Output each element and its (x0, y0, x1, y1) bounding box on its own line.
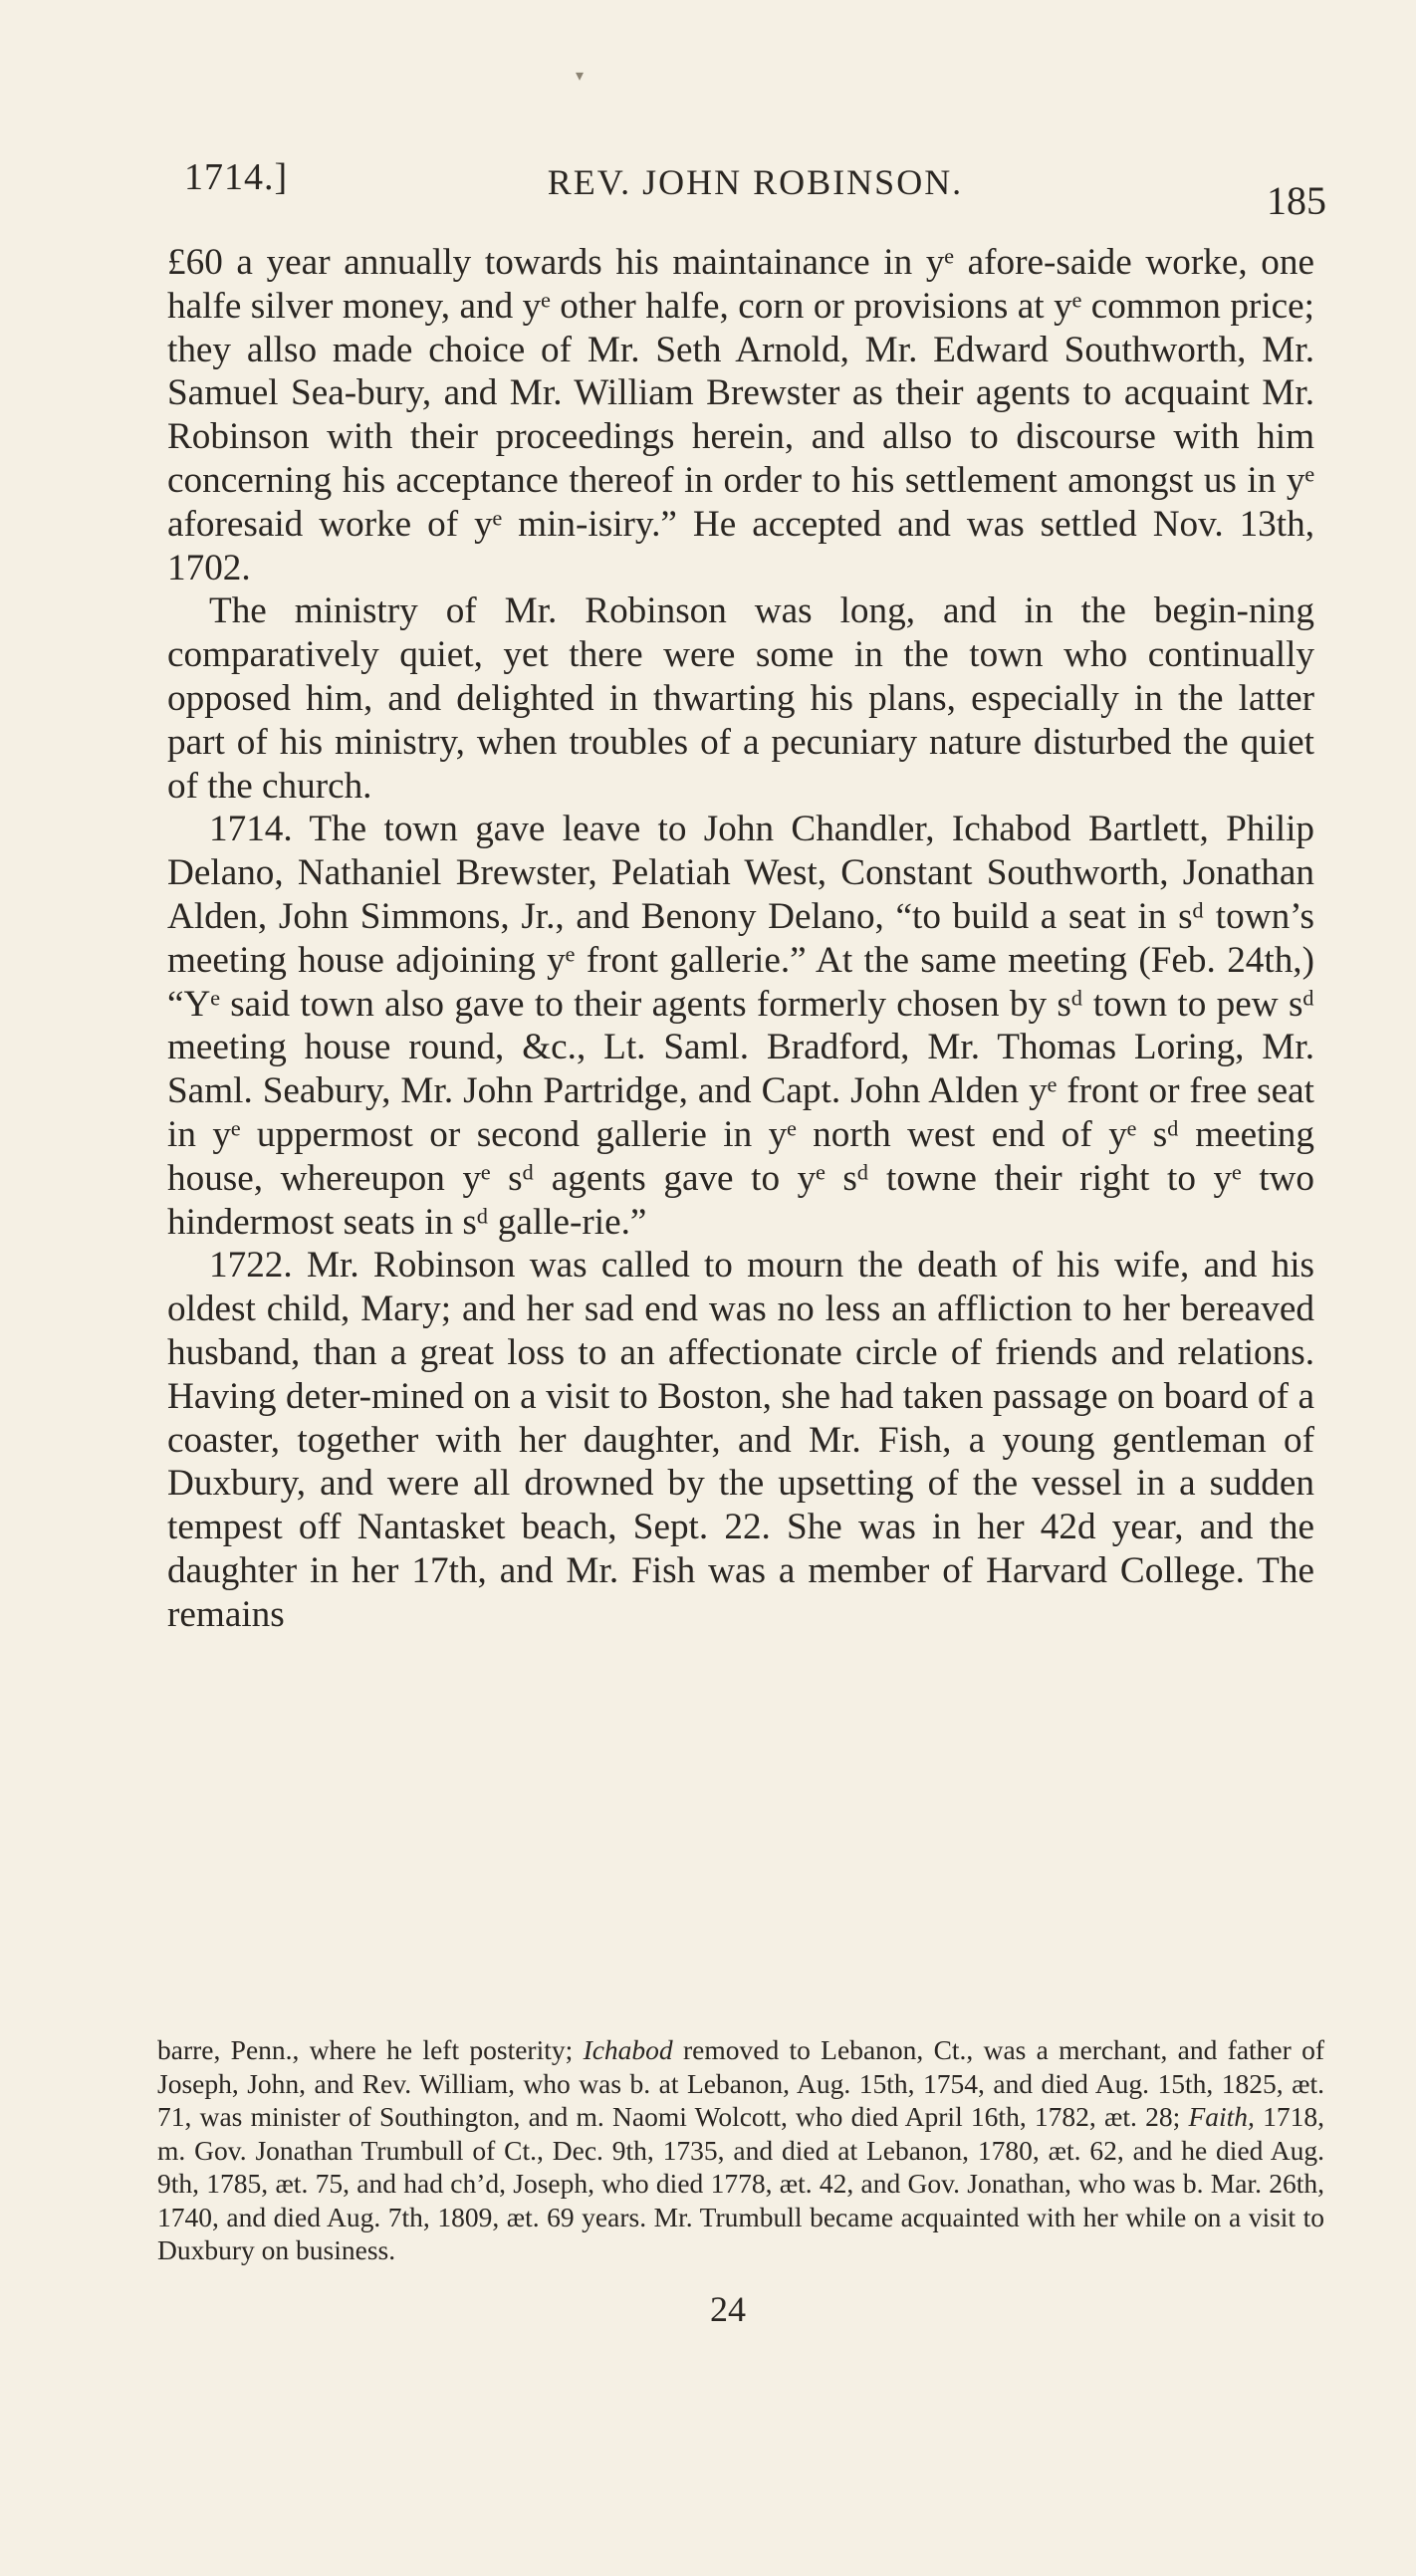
footnote-name-faith: Faith, (1188, 2101, 1255, 2132)
paragraph-2: The ministry of Mr. Robinson was long, and in the begin-ning comparatively quiet, yet there were some in the town who continually opposed him, and delighted in thwarting his plans, especially in the latter part of his ministry, when troubles of a pecuniary nature disturbed the quiet of the church. (167, 590, 1314, 807)
header-title: REV. JOHN ROBINSON. (547, 162, 964, 202)
footnote-part-1: barre, Penn., where he left posterity; (157, 2034, 584, 2065)
paragraph-3: 1714. The town gave leave to John Chandler, Ichabod Bartlett, Philip Delano, Nathaniel Brewster, Pelatiah West, Constant Southworth, Jonathan Alden, John Simmons, Jr., and Benony Delano, “to build a seat in sᵈ town’s meeting house adjoining yᵉ front gallerie.” At the same meeting (Feb. 24th,) “Yᵉ said town also gave to their agents formerly chosen by sᵈ town to pew sᵈ meeting house round, &c., Lt. Saml. Bradford, Mr. Thomas Loring, Mr. Saml. Seabury, Mr. John Partridge, and Capt. John Alden yᵉ front or free seat in yᵉ uppermost or second gallerie in yᵉ north west end of yᵉ sᵈ meeting house, whereupon yᵉ sᵈ agents gave to yᵉ sᵈ towne their right to yᵉ two hindermost seats in sᵈ galle-rie.” (167, 809, 1314, 1243)
signature-mark: 24 (710, 2289, 746, 2329)
paragraph-1: £60 a year annually towards his maintainance in yᵉ afore-saide worke, one halfe silver money, and yᵉ other halfe, corn or provisions at yᵉ common price; they allso made choice of Mr. Seth Arnold, Mr. Edward Southworth, Mr. Samuel Sea-bury, and Mr. William Brewster as their agents to acquaint Mr. Robinson with their proceedings herein, and allso to discourse with him concerning his acceptance thereof in order to his settlement amongst us in yᵉ aforesaid worke of yᵉ min-isiry.” He accepted and was settled Nov. 13th, 1702. (167, 242, 1314, 588)
footnote-text (157, 2033, 1324, 2267)
paragraph-4: 1722. Mr. Robinson was called to mourn the death of his wife, and his oldest child, Mary; and her sad end was no less an affliction to her bereaved husband, than a great loss to an affectionate circle of friends and relations. Having deter-mined on a visit to Boston, she had taken passage on board of a coaster, together with her daughter, and Mr. Fish, a young gentleman of Duxbury, and were all drowned by the upsetting of the vessel in a sudden tempest off Nantasket beach, Sept. 22. She was in her 42d year, and the daughter in her 17th, and Mr. Fish was a member of Harvard College. The remains (167, 1245, 1314, 1635)
footnote-part-2: removed to Lebanon, Ct., was a merchant, and father of Joseph, John, and Rev. William, who was b. at Lebanon, Aug. 15th, 1754, and died Aug. 15th, 1825, æt. 71, was minister of Southington, and m. Naomi Wolcott, who died April 16th, 1782, æt. 28; (157, 2034, 1324, 2132)
main-text (167, 241, 1314, 1637)
footnote-part-3: 1718, m. Gov. Jonathan Trumbull of Ct., Dec. 9th, 1735, and died at Lebanon, 1780, æt. 62, and he died Aug. 9th, 1785, æt. 75, and had ch’d, Joseph, who died 1778, æt. 42, and Gov. Jonathan, who was b. Mar. 26th, 1740, and died Aug. 7th, 1809, æt. 69 years. Mr. Trumbull became acquainted with her while on a visit to Duxbury on business. (157, 2101, 1325, 2265)
header-year: 1714.] (184, 156, 289, 198)
footnote (157, 2033, 1324, 2267)
running-header (184, 147, 1326, 223)
ink-speck: ▾ (576, 68, 585, 85)
footnote-name-ichabod: Ichabod (583, 2034, 673, 2065)
page-number: 185 (1267, 178, 1326, 223)
